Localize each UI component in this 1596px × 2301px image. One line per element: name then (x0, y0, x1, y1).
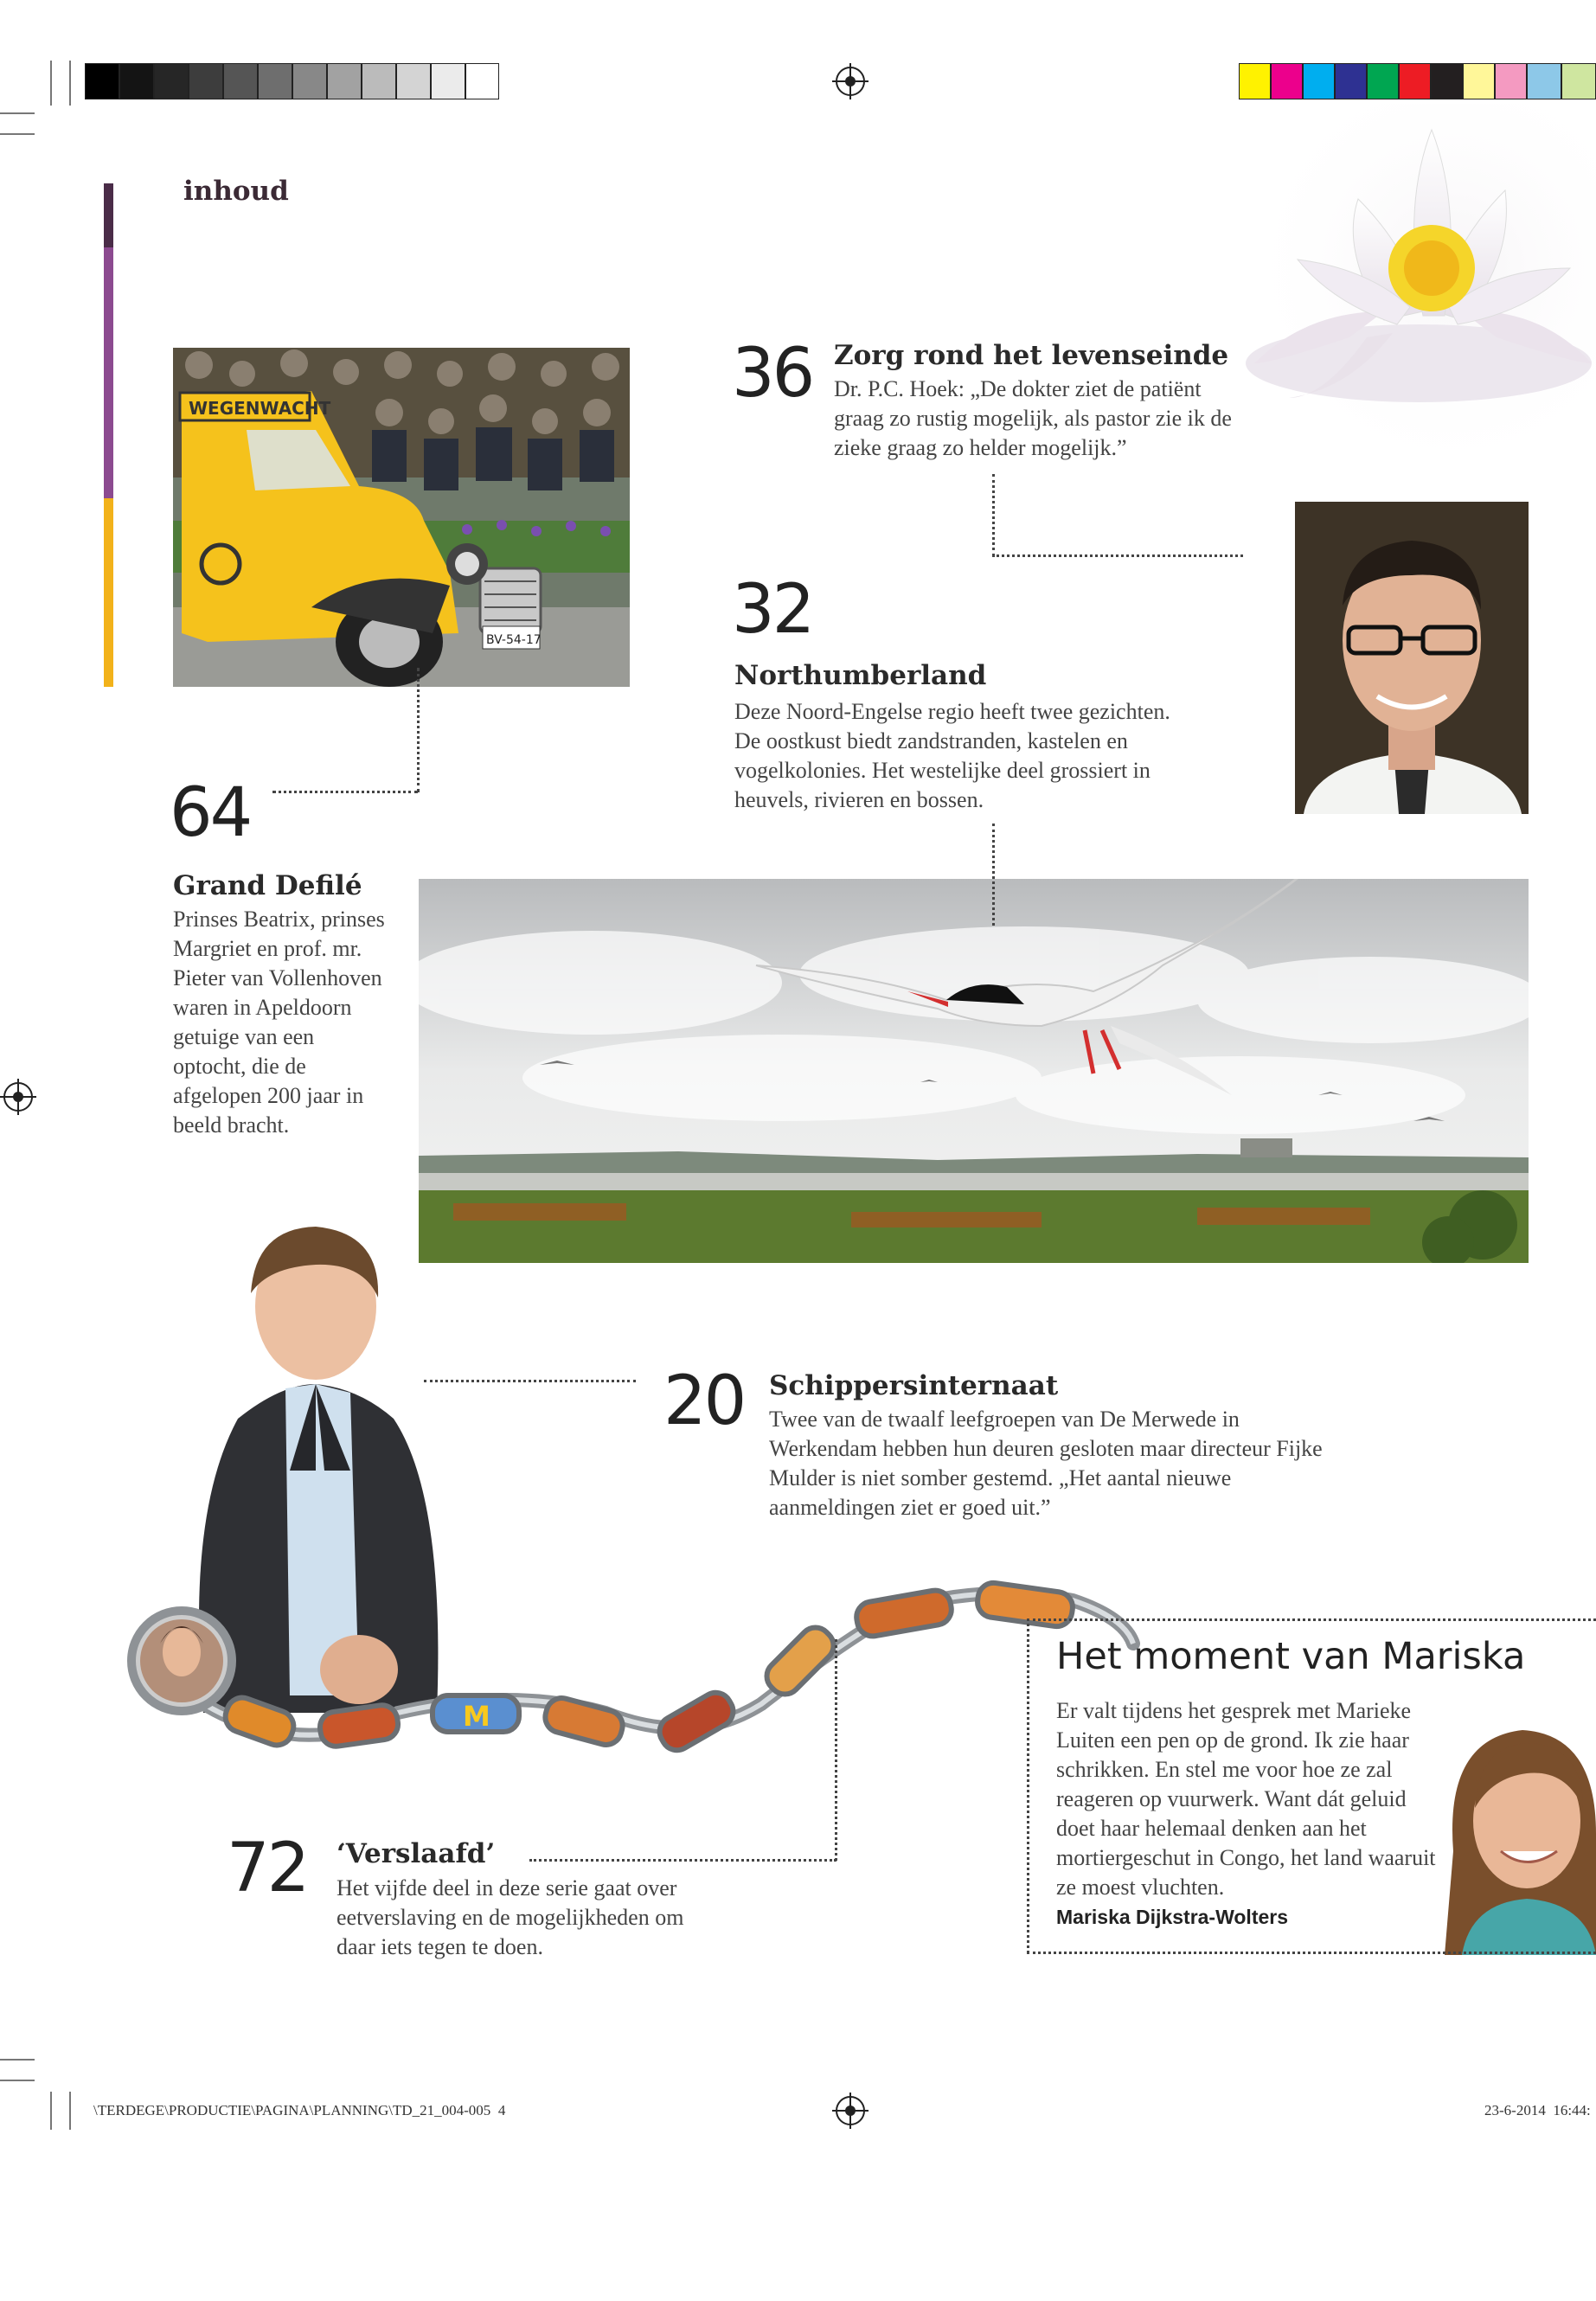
portrait-columnist-photo (1436, 1704, 1596, 1955)
column-frame-bottom (1027, 1952, 1596, 1954)
item-text-northumberland: Deze Noord-Engelse regio heeft twee gezichten. De oostkust biedt zandstranden, kastelen en vogelkolonies. Het westelijke deel grossiert in heuvels, rivieren en bossen. (734, 699, 1170, 812)
water-lily-photo (1237, 104, 1596, 467)
sidebar-bar-middle (104, 247, 113, 498)
page-number-20: 20 (663, 1362, 745, 1440)
column-text: Er valt tijdens het gesprek met Marieke Luiten een pen op de grond. Ik zie haar schrikken. En stel me voor hoe ze zal reageren op vuurwerk. Want dát geluid doet haar helemaal denken aan het mortiergeschut in Congo, het land waaruit ze moest vluchten. (1056, 1698, 1436, 1900)
car-sign-text: WEGENWACHT (189, 398, 331, 419)
connector-72-h (529, 1859, 836, 1862)
footer-date: 23-6-2014 (1484, 2102, 1546, 2118)
northumberland-tern-photo (419, 879, 1529, 1263)
food-chain-photo (121, 1557, 1142, 1817)
connector-64-h (272, 791, 418, 793)
connector-36-h (992, 554, 1243, 557)
section-label: inhoud (183, 176, 289, 207)
registration-mark-top (836, 67, 865, 96)
footer-time: 16:44: (1553, 2102, 1591, 2118)
footer-path: \TERDEGE\PRODUCTIE\PAGINA\PLANNING\TD_21_004-005 (93, 2102, 491, 2118)
footer-timestamp (1484, 2102, 1591, 2119)
page-number-32: 32 (732, 571, 813, 649)
item-text-verslaafd: Het vijfde deel in deze serie gaat over eetverslaving en de mogelijkheden om daar iets tegen te doen. (337, 1875, 684, 1959)
item-title-grand-defile: Grand Defilé (173, 870, 362, 901)
footer-page: 4 (497, 2102, 506, 2118)
connector-20 (424, 1380, 636, 1382)
svg-text:M: M (463, 1700, 490, 1733)
page-number-64: 64 (170, 774, 251, 852)
sidebar-bar-bottom (104, 498, 113, 687)
connector-72-v (835, 1639, 837, 1861)
item-title-schippersinternaat: Schippersinternaat (769, 1370, 1059, 1401)
column-author: Mariska Dijkstra-Wolters (1056, 1906, 1289, 1928)
page-number-36: 36 (732, 335, 813, 413)
registration-mark-bottom (836, 2096, 865, 2125)
wegenwacht-car-photo (173, 348, 630, 687)
column-frame-left (1027, 1618, 1029, 1953)
item-text-schippersinternaat: Twee van de twaalf leefgroepen van De Merwede in Werkendam hebben hun deuren gesloten maar directeur Fijke Mulder is niet somber gestemd. „Het aantal nieuwe aanmeldingen ziet er goed uit.” (769, 1407, 1323, 1520)
item-title-northumberland: Northumberland (734, 660, 987, 691)
item-title-zorg: Zorg rond het levenseinde (834, 340, 1229, 371)
footer-file-path (93, 2102, 505, 2119)
portrait-pastor-photo (1295, 502, 1529, 814)
connector-36 (992, 474, 995, 556)
column-frame-top (1027, 1618, 1596, 1621)
sidebar-bar-top (104, 183, 113, 247)
car-plate-text: BV-54-17 (486, 633, 542, 647)
item-title-verslaafd: ‘Verslaafd’ (337, 1838, 496, 1869)
column-title: Het moment van Mariska (1056, 1635, 1526, 1678)
item-text-grand-defile: Prinses Beatrix, prinses Margriet en prof. mr. Pieter van Vollenhoven waren in Apeldoorn getuige van een optocht, die de afgelopen 200 jaar in beeld bracht. (173, 907, 385, 1138)
connector-64-v (417, 668, 420, 792)
registration-mark-left (3, 1082, 33, 1112)
connector-32 (992, 824, 995, 926)
page-number-72: 72 (227, 1830, 308, 1907)
item-text-zorg: Dr. P.C. Hoek: „De dokter ziet de patiënt graag zo rustig mogelijk, als pastor zie ik de zieke graag zo helder mogelijk.” (834, 376, 1232, 460)
